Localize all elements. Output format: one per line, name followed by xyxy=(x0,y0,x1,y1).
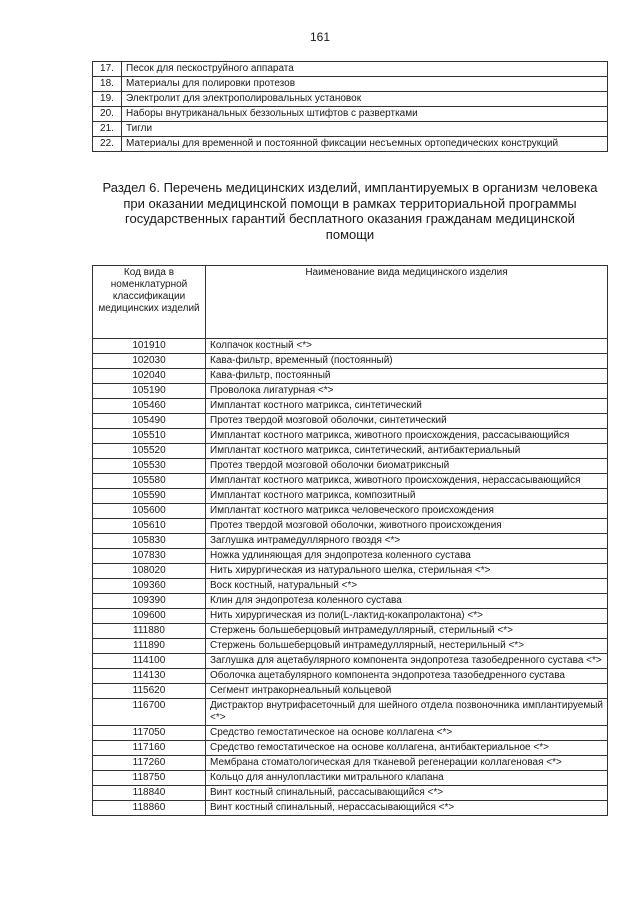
row-text: Песок для пескоструйного аппарата xyxy=(122,62,608,77)
device-code: 109600 xyxy=(93,609,206,624)
row-text: Материалы для полировки протезов xyxy=(122,77,608,92)
device-code: 114130 xyxy=(93,669,206,684)
device-code: 109390 xyxy=(93,594,206,609)
section-title: Раздел 6. Перечень медицинских изделий, имплантируемых в организм человека при оказании медицинской помощи в рамках территориальной программы государственных гарантий бесплатного оказания гражданам медицинской помощи xyxy=(102,180,598,242)
device-code: 105610 xyxy=(93,519,206,534)
device-code: 101910 xyxy=(93,339,206,354)
device-name: Средство гемостатическое на основе коллагена <*> xyxy=(206,726,608,741)
device-name: Кольцо для аннулопластики митрального клапана xyxy=(206,771,608,786)
table-row xyxy=(93,801,608,816)
table-row xyxy=(93,534,608,549)
table-row xyxy=(93,564,608,579)
row-number: 19. xyxy=(93,92,122,107)
device-code: 117050 xyxy=(93,726,206,741)
table-row xyxy=(93,77,608,92)
row-number: 22. xyxy=(93,137,122,152)
device-code: 115620 xyxy=(93,684,206,699)
device-name: Оболочка ацетабулярного компонента эндопротеза тазобедренного сустава xyxy=(206,669,608,684)
device-name: Имплантат костного матрикса, животного происхождения, нерассасывающийся xyxy=(206,474,608,489)
device-code: 105190 xyxy=(93,384,206,399)
device-name: Мембрана стоматологическая для тканевой регенерации коллагеновая <*> xyxy=(206,756,608,771)
table-row xyxy=(93,726,608,741)
device-code: 105520 xyxy=(93,444,206,459)
table-row xyxy=(93,489,608,504)
table-row xyxy=(93,459,608,474)
device-name: Нить хирургическая из натурального шелка, стерильная <*> xyxy=(206,564,608,579)
device-code: 105510 xyxy=(93,429,206,444)
row-text: Тигли xyxy=(122,122,608,137)
device-name: Имплантат костного матрикса человеческого происхождения xyxy=(206,504,608,519)
table-row xyxy=(93,384,608,399)
device-code: 105460 xyxy=(93,399,206,414)
device-name: Имплантат костного матрикса, синтетический xyxy=(206,399,608,414)
table-row xyxy=(93,756,608,771)
table-row xyxy=(93,107,608,122)
device-name: Ножка удлиняющая для эндопротеза коленного сустава xyxy=(206,549,608,564)
header-code: Код вида в номенклатурной классификации медицинских изделий xyxy=(93,266,206,339)
device-name: Заглушка для ацетабулярного компонента эндопротеза тазобедренного сустава <*> xyxy=(206,654,608,669)
table-row xyxy=(93,137,608,152)
device-code: 109360 xyxy=(93,579,206,594)
table-row xyxy=(93,786,608,801)
device-name: Заглушка интрамедуллярного гвоздя <*> xyxy=(206,534,608,549)
table-row xyxy=(93,741,608,756)
device-name: Кава-фильтр, временный (постоянный) xyxy=(206,354,608,369)
table-row xyxy=(93,339,608,354)
table-row xyxy=(93,92,608,107)
device-code: 105600 xyxy=(93,504,206,519)
table-row xyxy=(93,699,608,726)
device-name: Протез твердой мозговой оболочки биоматриксный xyxy=(206,459,608,474)
row-number: 18. xyxy=(93,77,122,92)
device-name: Кава-фильтр, постоянный xyxy=(206,369,608,384)
table-row xyxy=(93,504,608,519)
device-code: 105830 xyxy=(93,534,206,549)
device-code: 116700 xyxy=(93,699,206,726)
device-name: Винт костный спинальный, нерассасывающийся <*> xyxy=(206,801,608,816)
header-name: Наименование вида медицинского изделия xyxy=(206,266,608,339)
table-row xyxy=(93,354,608,369)
table-row xyxy=(93,444,608,459)
device-name: Нить хирургическая из поли(L-лактид-кокапролактона) <*> xyxy=(206,609,608,624)
device-name: Воск костный, натуральный <*> xyxy=(206,579,608,594)
table-row xyxy=(93,122,608,137)
table-row xyxy=(93,62,608,77)
device-name: Имплантат костного матрикса, композитный xyxy=(206,489,608,504)
table-row xyxy=(93,369,608,384)
device-name: Имплантат костного матрикса, синтетический, антибактериальный xyxy=(206,444,608,459)
device-code: 117160 xyxy=(93,741,206,756)
device-code: 105490 xyxy=(93,414,206,429)
device-code: 108020 xyxy=(93,564,206,579)
device-code: 111890 xyxy=(93,639,206,654)
device-name: Колпачок костный <*> xyxy=(206,339,608,354)
device-code: 114100 xyxy=(93,654,206,669)
page-number: 161 xyxy=(309,30,331,44)
row-number: 20. xyxy=(93,107,122,122)
table-header-row xyxy=(93,266,608,339)
table-row xyxy=(93,474,608,489)
device-code: 105580 xyxy=(93,474,206,489)
device-name: Имплантат костного матрикса, животного происхождения, рассасывающийся xyxy=(206,429,608,444)
device-code: 102030 xyxy=(93,354,206,369)
device-name: Проволока лигатурная <*> xyxy=(206,384,608,399)
row-text: Электролит для электрополировальных установок xyxy=(122,92,608,107)
row-number: 17. xyxy=(93,62,122,77)
device-name: Дистрактор внутрифасеточный для шейного отдела позвоночника имплантируемый <*> xyxy=(206,699,608,726)
table-row xyxy=(93,519,608,534)
device-code: 117260 xyxy=(93,756,206,771)
row-text: Наборы внутриканальных беззольных штифтов с развертками xyxy=(122,107,608,122)
table-row xyxy=(93,771,608,786)
table-row xyxy=(93,429,608,444)
implants-table xyxy=(92,265,608,816)
table-row xyxy=(93,639,608,654)
table-row xyxy=(93,684,608,699)
table-row xyxy=(93,399,608,414)
row-number: 21. xyxy=(93,122,122,137)
table-row xyxy=(93,414,608,429)
device-name: Протез твердой мозговой оболочки, животного происхождения xyxy=(206,519,608,534)
device-name: Стержень большеберцовый интрамедуллярный, стерильный <*> xyxy=(206,624,608,639)
table-row xyxy=(93,549,608,564)
table-row xyxy=(93,594,608,609)
device-code: 107830 xyxy=(93,549,206,564)
device-name: Средство гемостатическое на основе коллагена, антибактериальное <*> xyxy=(206,741,608,756)
device-code: 111880 xyxy=(93,624,206,639)
table-row xyxy=(93,669,608,684)
device-code: 105590 xyxy=(93,489,206,504)
device-name: Клин для эндопротеза коленного сустава xyxy=(206,594,608,609)
device-code: 118840 xyxy=(93,786,206,801)
table-row xyxy=(93,654,608,669)
device-code: 118750 xyxy=(93,771,206,786)
device-name: Сегмент интракорнеальный кольцевой xyxy=(206,684,608,699)
continued-materials-table xyxy=(92,61,608,152)
device-name: Протез твердой мозговой оболочки, синтетический xyxy=(206,414,608,429)
device-code: 118860 xyxy=(93,801,206,816)
table-row xyxy=(93,624,608,639)
device-name: Стержень большеберцовый интрамедуллярный, нестерильный <*> xyxy=(206,639,608,654)
row-text: Материалы для временной и постоянной фиксации несъемных ортопедических конструкций xyxy=(122,137,608,152)
device-code: 102040 xyxy=(93,369,206,384)
device-code: 105530 xyxy=(93,459,206,474)
device-name: Винт костный спинальный, рассасывающийся <*> xyxy=(206,786,608,801)
table-row xyxy=(93,579,608,594)
table-row xyxy=(93,609,608,624)
